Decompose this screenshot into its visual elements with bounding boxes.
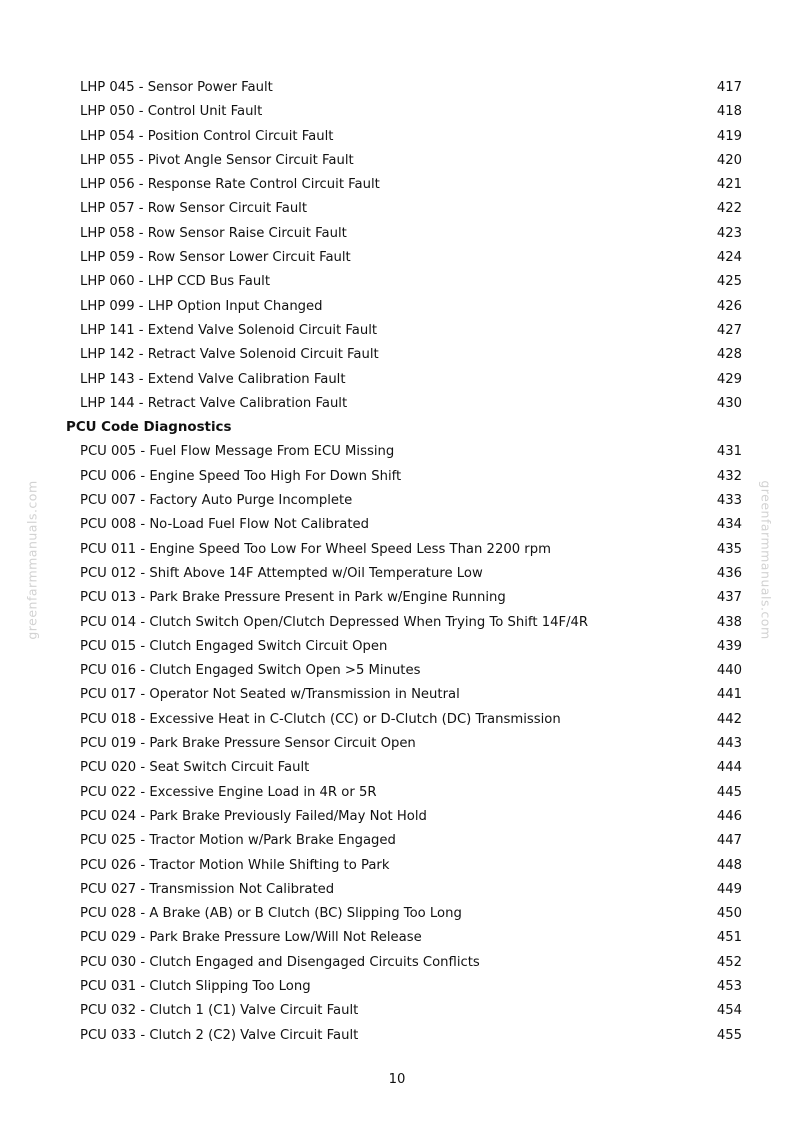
toc-entry-page-number: 430 [716, 395, 742, 411]
toc-entry-title: PCU 024 - Park Brake Previously Failed/May Not Hold [80, 808, 427, 824]
toc-entry-page-number: 438 [716, 614, 742, 630]
toc-entry[interactable] [0, 270, 794, 294]
toc-entry[interactable] [0, 975, 794, 999]
toc-entry-title: PCU 031 - Clutch Slipping Too Long [80, 978, 311, 994]
toc-entry[interactable] [0, 513, 794, 537]
toc-entry-page-number: 454 [716, 1003, 742, 1019]
toc-entry-title: LHP 055 - Pivot Angle Sensor Circuit Fault [80, 152, 354, 168]
toc-entry-page-number: 422 [716, 201, 742, 217]
toc-entry-title: LHP 141 - Extend Valve Solenoid Circuit Fault [80, 322, 378, 338]
toc-entry-page-number: 450 [716, 906, 742, 922]
toc-entry[interactable] [0, 562, 794, 586]
toc-entry[interactable] [0, 999, 794, 1023]
toc-entry-page-number: 426 [716, 298, 742, 314]
toc-entry-title: PCU 016 - Clutch Engaged Switch Open >5 Minutes [80, 663, 421, 679]
toc-entry-page-number: 434 [716, 517, 742, 533]
toc-entry-page-number: 443 [716, 736, 742, 752]
toc-entry-page-number: 447 [716, 833, 742, 849]
toc-entry-title: PCU 012 - Shift Above 14F Attempted w/Oil Temperature Low [80, 565, 483, 581]
toc-entry-page-number: 428 [716, 347, 742, 363]
toc-entry[interactable] [0, 246, 794, 270]
toc-entry[interactable] [0, 829, 794, 853]
toc-entry-page-number: 440 [716, 663, 742, 679]
toc-entry[interactable] [0, 854, 794, 878]
toc-entry[interactable] [0, 295, 794, 319]
toc-entry-page-number: 417 [716, 80, 742, 95]
toc-entry-page-number: 442 [716, 711, 742, 727]
toc-entry-page-number: 453 [716, 978, 742, 994]
toc-entry[interactable] [0, 926, 794, 950]
toc-entry-page-number: 427 [716, 322, 742, 338]
toc-entry-page-number: 435 [716, 541, 742, 557]
toc-entry[interactable] [0, 76, 794, 100]
section-heading-pcu [0, 416, 794, 440]
table-of-contents [0, 76, 794, 1048]
lhp-entry-list [0, 76, 794, 416]
toc-entry-page-number: 421 [716, 177, 742, 193]
toc-entry[interactable] [0, 951, 794, 975]
toc-entry-page-number: 455 [716, 1027, 742, 1043]
toc-entry-page-number: 431 [716, 444, 742, 460]
toc-entry[interactable] [0, 392, 794, 416]
toc-entry[interactable] [0, 732, 794, 756]
toc-entry[interactable] [0, 805, 794, 829]
toc-entry-title: PCU 005 - Fuel Flow Message From ECU Missing [80, 444, 395, 460]
toc-entry-title: LHP 050 - Control Unit Fault [80, 104, 263, 120]
toc-entry-title: PCU 019 - Park Brake Pressure Sensor Circuit Open [80, 736, 416, 752]
toc-entry[interactable] [0, 902, 794, 926]
toc-entry[interactable] [0, 319, 794, 343]
toc-entry-title: PCU 025 - Tractor Motion w/Park Brake Engaged [80, 833, 396, 849]
toc-entry-title: PCU 020 - Seat Switch Circuit Fault [80, 760, 310, 776]
toc-entry-title: PCU 013 - Park Brake Pressure Present in Park w/Engine Running [80, 590, 506, 606]
toc-entry[interactable] [0, 197, 794, 221]
toc-entry[interactable] [0, 756, 794, 780]
toc-entry[interactable] [0, 440, 794, 464]
toc-entry-page-number: 437 [716, 590, 742, 606]
toc-entry-page-number: 419 [716, 128, 742, 144]
toc-entry-title: LHP 059 - Row Sensor Lower Circuit Fault [80, 250, 351, 266]
toc-entry[interactable] [0, 538, 794, 562]
toc-entry-page-number: 441 [716, 687, 742, 703]
toc-entry[interactable] [0, 635, 794, 659]
toc-entry-title: PCU 008 - No-Load Fuel Flow Not Calibrated [80, 517, 370, 533]
toc-entry-page-number: 452 [716, 954, 742, 970]
toc-entry-page-number: 423 [716, 225, 742, 241]
toc-entry[interactable] [0, 100, 794, 124]
toc-entry[interactable] [0, 489, 794, 513]
toc-entry[interactable] [0, 659, 794, 683]
toc-entry-page-number: 418 [716, 104, 742, 120]
toc-entry-title: LHP 057 - Row Sensor Circuit Fault [80, 201, 308, 217]
toc-entry-title: LHP 054 - Position Control Circuit Fault [80, 128, 334, 144]
toc-entry-page-number: 433 [716, 493, 742, 509]
toc-entry-title: LHP 143 - Extend Valve Calibration Fault [80, 371, 346, 387]
toc-entry-title: PCU 029 - Park Brake Pressure Low/Will Not Release [80, 930, 422, 946]
toc-entry-page-number: 439 [716, 638, 742, 654]
toc-entry-page-number: 448 [716, 857, 742, 873]
toc-entry-title: PCU 015 - Clutch Engaged Switch Circuit Open [80, 638, 388, 654]
watermark-right: greenfarmmanuals.com [758, 480, 774, 640]
toc-entry-page-number: 446 [716, 808, 742, 824]
toc-entry-title: PCU 018 - Excessive Heat in C-Clutch (CC) or D-Clutch (DC) Transmission [80, 711, 561, 727]
toc-entry-title: LHP 060 - LHP CCD Bus Fault [80, 274, 271, 290]
toc-entry-page-number: 432 [716, 468, 742, 484]
toc-entry-title: LHP 058 - Row Sensor Raise Circuit Fault [80, 225, 347, 241]
toc-entry[interactable] [0, 173, 794, 197]
toc-entry-title: PCU 026 - Tractor Motion While Shifting to Park [80, 857, 390, 873]
toc-entry[interactable] [0, 222, 794, 246]
toc-entry-title: PCU 007 - Factory Auto Purge Incomplete [80, 493, 353, 509]
toc-entry-title: PCU 032 - Clutch 1 (C1) Valve Circuit Fault [80, 1003, 359, 1019]
toc-entry-page-number: 420 [716, 152, 742, 168]
toc-entry[interactable] [0, 125, 794, 149]
toc-entry-title: PCU 027 - Transmission Not Calibrated [80, 881, 335, 897]
toc-entry-page-number: 429 [716, 371, 742, 387]
toc-entry-page-number: 425 [716, 274, 742, 290]
toc-entry-title: PCU 030 - Clutch Engaged and Disengaged Circuits Conflicts [80, 954, 480, 970]
toc-entry-title: LHP 142 - Retract Valve Solenoid Circuit Fault [80, 347, 379, 363]
page-number: 10 [388, 1072, 406, 1087]
section-heading-title: PCU Code Diagnostics [66, 420, 232, 436]
toc-entry-title: LHP 056 - Response Rate Control Circuit Fault [80, 177, 380, 193]
toc-entry-title: LHP 045 - Sensor Power Fault [80, 80, 273, 95]
toc-entry-title: PCU 011 - Engine Speed Too Low For Wheel Speed Less Than 2200 rpm [80, 541, 551, 557]
toc-entry[interactable] [0, 708, 794, 732]
toc-entry-page-number: 445 [716, 784, 742, 800]
toc-entry-page-number: 424 [716, 250, 742, 266]
toc-entry[interactable] [0, 465, 794, 489]
toc-entry[interactable] [0, 368, 794, 392]
toc-entry-page-number: 451 [716, 930, 742, 946]
toc-entry-page-number: 444 [716, 760, 742, 776]
toc-entry[interactable] [0, 1024, 794, 1048]
toc-entry-title: PCU 033 - Clutch 2 (C2) Valve Circuit Fault [80, 1027, 359, 1043]
toc-entry-title: PCU 017 - Operator Not Seated w/Transmission in Neutral [80, 687, 460, 703]
toc-entry-page-number: 449 [716, 881, 742, 897]
toc-entry[interactable] [0, 611, 794, 635]
pcu-entry-list [0, 440, 794, 1047]
toc-entry[interactable] [0, 683, 794, 707]
toc-entry[interactable] [0, 878, 794, 902]
toc-entry-title: PCU 022 - Excessive Engine Load in 4R or 5R [80, 784, 377, 800]
toc-entry[interactable] [0, 781, 794, 805]
toc-entry[interactable] [0, 149, 794, 173]
toc-entry-title: PCU 006 - Engine Speed Too High For Down Shift [80, 468, 402, 484]
toc-entry-title: PCU 014 - Clutch Switch Open/Clutch Depressed When Trying To Shift 14F/4R [80, 614, 589, 630]
toc-entry-title: LHP 144 - Retract Valve Calibration Fault [80, 395, 348, 411]
toc-entry[interactable] [0, 586, 794, 610]
toc-entry[interactable] [0, 343, 794, 367]
toc-entry-title: PCU 028 - A Brake (AB) or B Clutch (BC) Slipping Too Long [80, 906, 462, 922]
toc-entry-page-number: 436 [716, 565, 742, 581]
toc-entry-title: LHP 099 - LHP Option Input Changed [80, 298, 323, 314]
watermark-left: greenfarmmanuals.com [24, 480, 40, 640]
